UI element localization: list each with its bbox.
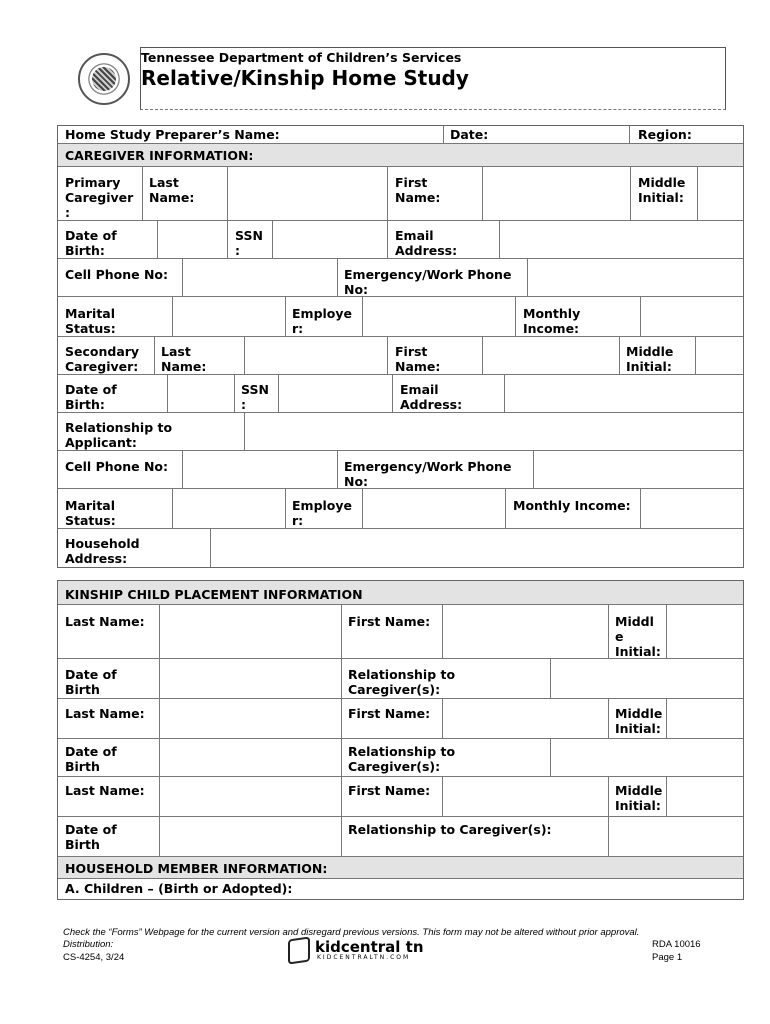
child2-dob-label: Date of Birth [65,744,117,774]
child1-first-name-field[interactable] [443,605,609,658]
child2-first-name-field[interactable] [443,699,609,738]
primary-middle-initial-label: Middle Initial: [638,175,686,205]
primary-name-row [58,167,743,221]
primary-employer-label: Employe r: [292,306,353,336]
child2-dob-row [58,739,743,777]
child1-dob-label: Date of Birth [65,667,117,697]
primary-income-field[interactable] [641,297,743,336]
secondary-name-row [58,337,743,375]
child3-relationship-field[interactable] [609,817,743,856]
region-field[interactable] [630,126,743,143]
child1-last-name-label: Last Name: [65,614,145,629]
child1-relationship-field[interactable] [551,659,743,698]
footer-page: Page 1 [652,952,683,963]
household-address-field[interactable] [211,529,743,567]
primary-ssn-field[interactable] [273,221,388,258]
preparer-row [58,126,743,144]
child2-name-row [58,699,743,739]
primary-marital-field[interactable] [173,297,286,336]
secondary-marital-label: Marital Status: [65,498,116,528]
primary-marital-row [58,297,743,337]
footer-form-number: CS-4254, 3/24 [63,952,125,963]
secondary-middle-initial-field[interactable] [696,337,743,374]
child2-last-name-label: Last Name: [65,706,145,721]
primary-ssn-label: SSN : [235,228,263,258]
primary-dob-field[interactable] [158,221,228,258]
secondary-income-label: Monthly Income: [513,498,631,513]
secondary-ssn-field[interactable] [279,375,393,412]
child2-relationship-field[interactable] [551,739,743,776]
secondary-dob-field[interactable] [168,375,235,412]
child1-last-name-field[interactable] [160,605,342,658]
children-label: A. Children – (Birth or Adopted): [65,881,293,896]
child1-dob-row [58,659,743,699]
child3-name-row [58,777,743,817]
child3-last-name-field[interactable] [160,777,342,816]
household-heading-row [58,857,743,879]
footer-notice: Check the “Forms” Webpage for the current version and disregard previous versions. This form may not be altered without prior approval. [63,927,640,938]
primary-first-name-label: First Name: [395,175,441,205]
child2-middle-initial-label: Middle Initial: [615,706,663,736]
kinship-heading: KINSHIP CHILD PLACEMENT INFORMATION [65,587,363,602]
child1-dob-field[interactable] [160,659,342,698]
primary-dob-label: Date of Birth: [65,228,117,258]
child2-middle-initial-field[interactable] [667,699,743,738]
child2-last-name-field[interactable] [160,699,342,738]
primary-emergency-label: Emergency/Work Phone No: [344,267,512,297]
child3-first-name-label: First Name: [348,783,431,798]
primary-last-name-field[interactable] [228,167,388,220]
secondary-phone-row [58,451,743,489]
primary-dob-row [58,221,743,259]
child3-last-name-label: Last Name: [65,783,145,798]
child1-middle-initial-label: Middl e Initial: [615,614,661,659]
secondary-last-name-field[interactable] [245,337,388,374]
caregiver-heading: CAREGIVER INFORMATION: [65,148,254,163]
child1-first-name-label: First Name: [348,614,431,629]
secondary-dob-row [58,375,743,413]
secondary-middle-initial-label: Middle Initial: [626,344,674,374]
child3-dob-field[interactable] [160,817,342,856]
secondary-cell-label: Cell Phone No: [65,459,168,474]
secondary-ssn-label: SSN : [241,382,269,412]
primary-first-name-field[interactable] [483,167,631,220]
agency-name: Tennessee Department of Children’s Services [141,50,462,65]
secondary-emergency-label: Emergency/Work Phone No: [344,459,512,489]
primary-marital-label: Marital Status: [65,306,116,336]
caregiver-heading-row [58,144,743,167]
child3-dob-label: Date of Birth [65,822,117,852]
child2-relationship-label: Relationship to Caregiver(s): [348,744,456,774]
primary-middle-initial-field[interactable] [698,167,743,220]
secondary-income-field[interactable] [641,489,743,528]
secondary-email-label: Email Address: [400,382,463,412]
preparer-label: Home Study Preparer’s Name: [65,127,280,142]
primary-employer-field[interactable] [363,297,516,336]
child3-relationship-label: Relationship to Caregiver(s): [348,822,552,837]
secondary-emergency-field[interactable] [534,451,743,488]
secondary-first-name-label: First Name: [395,344,441,374]
child2-first-name-label: First Name: [348,706,431,721]
kidcentral-cube-icon [288,936,310,964]
child1-middle-initial-field[interactable] [667,605,743,658]
secondary-marital-field[interactable] [173,489,286,528]
primary-email-label: Email Address: [395,228,458,258]
caregiver-form [57,125,744,568]
child3-dob-row [58,817,743,857]
primary-income-label: Monthly Income: [523,306,581,336]
secondary-first-name-field[interactable] [483,337,620,374]
child1-name-row [58,605,743,659]
child2-dob-field[interactable] [160,739,342,776]
secondary-caregiver-label: Secondary Caregiver: [65,344,140,374]
kinship-form [57,580,744,900]
secondary-employer-field[interactable] [363,489,506,528]
form-title: Relative/Kinship Home Study [141,66,469,90]
household-address-label: Household Address: [65,536,140,566]
primary-email-field[interactable] [500,221,743,258]
secondary-dob-label: Date of Birth: [65,382,117,412]
state-seal-icon [78,53,130,105]
primary-phone-row [58,259,743,297]
children-row [58,879,743,899]
household-heading: HOUSEHOLD MEMBER INFORMATION: [65,861,328,876]
primary-emergency-field[interactable] [528,259,743,296]
region-label: Region: [638,127,692,142]
relationship-applicant-field[interactable] [245,413,743,450]
secondary-last-name-label: Last Name: [161,344,207,374]
child3-middle-initial-field[interactable] [667,777,743,816]
secondary-marital-row [58,489,743,529]
relationship-applicant-label: Relationship to Applicant: [65,420,173,450]
footer-distribution: Distribution: [63,939,114,950]
primary-cell-field[interactable] [183,259,338,296]
child3-middle-initial-label: Middle Initial: [615,783,663,813]
child1-relationship-label: Relationship to Caregiver(s): [348,667,456,697]
secondary-email-field[interactable] [505,375,743,412]
kinship-heading-row [58,581,743,605]
primary-caregiver-label: Primary Caregiver : [65,175,134,220]
secondary-employer-label: Employe r: [292,498,353,528]
kidcentral-logo-url: KIDCENTRALTN.COM [317,954,411,961]
primary-last-name-label: Last Name: [149,175,195,205]
footer-rda: RDA 10016 [652,939,701,950]
relationship-row [58,413,743,451]
primary-cell-label: Cell Phone No: [65,267,168,282]
date-label: Date: [450,127,489,142]
household-address-row [58,529,743,567]
child3-first-name-field[interactable] [443,777,609,816]
kidcentral-logo-text: kidcentral tn [315,938,424,956]
secondary-cell-field[interactable] [183,451,338,488]
